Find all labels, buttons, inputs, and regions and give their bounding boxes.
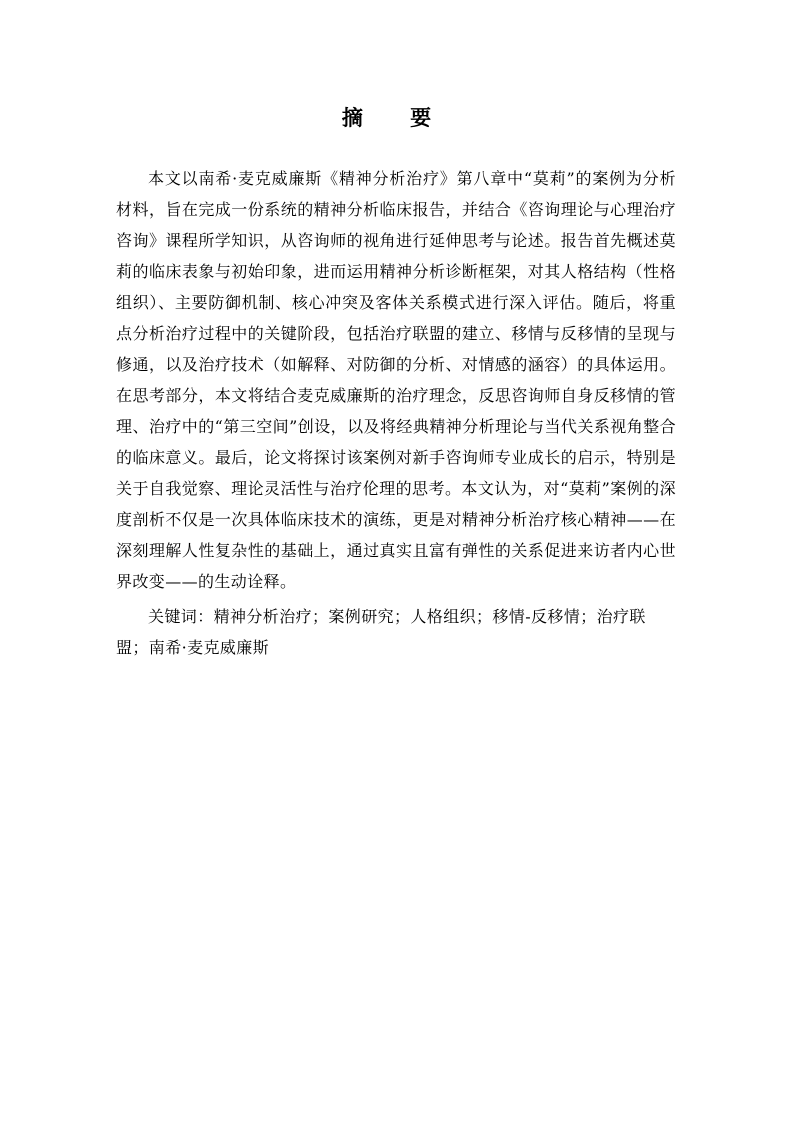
keywords-paragraph: 关键词：精神分析治疗；案例研究；人格组织；移情-反移情；治疗联盟；南希·麦克威廉斯 [116,607,646,657]
abstract-paragraph: 本文以南希·麦克威廉斯《精神分析治疗》第八章中“莫莉”的案例为分析材料，旨在完成一份系统的精神分析临床报告，并结合《咨询理论与心理治疗咨询》课程所学知识，从咨询师的视角进行延伸思考与论述。报告首先概述莫莉的临床表象与初始印象，进而运用精神分析诊断框架，对其人格结构（性格组织）、主要防御机制、核心冲突及客体关系模式进行深入评估。随后，将重点分析治疗过程中的关键阶段，包括治疗联盟的建立、移情与反移情的呈现与修通，以及治疗技术（如解释、对防御的分析、对情感的涵容）的具体运用。在思考部分，本文将结合麦克威廉斯的治疗理念，反思咨询师自身反移情的管理、治疗中的“第三空间”创设，以及将经典精神分析理论与当代关系视角整合的临床意义。最后，论文将探讨该案例对新手咨询师专业成长的启示，特别是关于自我觉察、理论灵活性与治疗伦理的思考。本文认为，对“莫莉”案例的深度剖析不仅是一次具体临床技术的演练，更是对精神分析治疗核心精神——在深刻理解人性复杂性的基础上，通过真实且富有弹性的关系促进来访者内心世界改变——的生动诠释。 [116,169,676,591]
page-title: 摘 要 [341,105,452,130]
